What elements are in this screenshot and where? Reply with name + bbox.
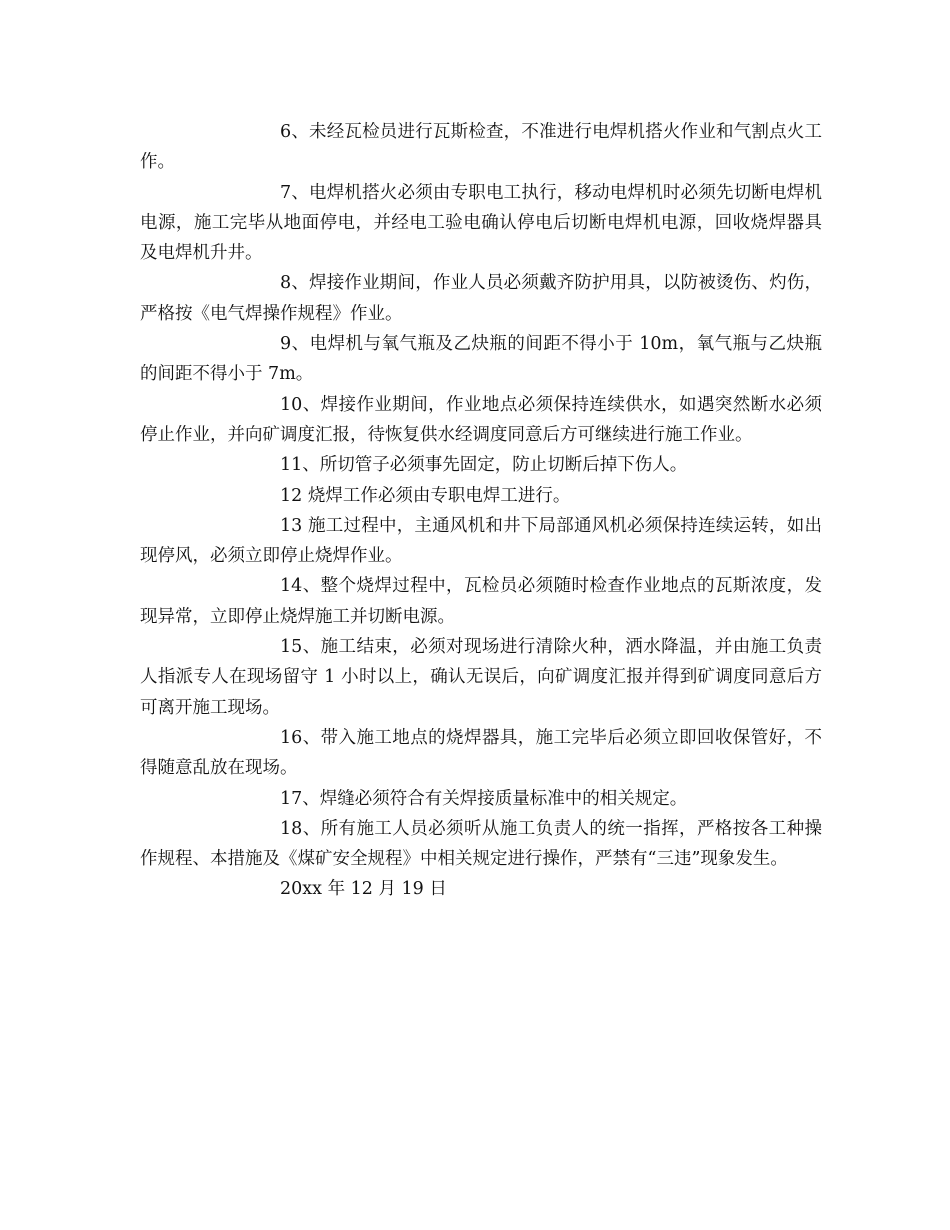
paragraph-item-15: 15、施工结束，必须对现场进行清除火种，洒水降温，并由施工负责人指派专人在现场留守 1 小时以上，确认无误后，向矿调度汇报并得到矿调度同意后方可离开施工现场。 (140, 637, 822, 718)
paragraph-item-9: 9、电焊机与氧气瓶及乙炔瓶的间距不得小于 10m，氧气瓶与乙炔瓶的间距不得小于 7m。 (140, 334, 822, 385)
paragraph-item-17: 17、焊缝必须符合有关焊接质量标准中的相关规定。 (280, 788, 688, 809)
paragraph-item-6: 6、未经瓦检员进行瓦斯检查，不准进行电焊机搭火作业和气割点火工作。 (140, 122, 822, 173)
paragraph-item-11: 11、所切管子必须事先固定，防止切断后掉下伤人。 (280, 455, 688, 476)
paragraph-item-12: 12 烧焊工作必须由专职电焊工进行。 (280, 485, 571, 506)
paragraph-item-8: 8、焊接作业期间，作业人员必须戴齐防护用具，以防被烫伤、灼伤，严格按《电气焊操作规程》作业。 (140, 273, 822, 324)
document-body (140, 117, 822, 905)
paragraph-item-16: 16、带入施工地点的烧焊器具，施工完毕后必须立即回收保管好，不得随意乱放在现场。 (140, 727, 822, 779)
document-date: 20xx 年 12 月 19 日 (280, 879, 447, 900)
paragraph-item-18: 18、所有施工人员必须听从施工负责人的统一指挥，严格按各工种操作规程、本措施及《煤矿安全规程》中相关规定进行操作，严禁有“三违”现象发生。 (140, 818, 822, 870)
paragraph-item-7: 7、电焊机搭火必须由专职电工执行，移动电焊机时必须先切断电焊机电源，施工完毕从地面停电，并经电工验电确认停电后切断电焊机电源，回收烧焊器具及电焊机升井。 (140, 182, 822, 264)
paragraph-item-13: 13 施工过程中，主通风机和井下局部通风机必须保持连续运转，如出现停风，必须立即停止烧焊作业。 (140, 515, 822, 567)
paragraph-item-14: 14、整个烧焊过程中，瓦检员必须随时检查作业地点的瓦斯浓度，发现异常，立即停止烧焊施工并切断电源。 (140, 576, 822, 627)
paragraph-item-10: 10、焊接作业期间，作业地点必须保持连续供水，如遇突然断水必须停止作业，并向矿调度汇报，待恢复供水经调度同意后方可继续进行施工作业。 (140, 394, 822, 445)
